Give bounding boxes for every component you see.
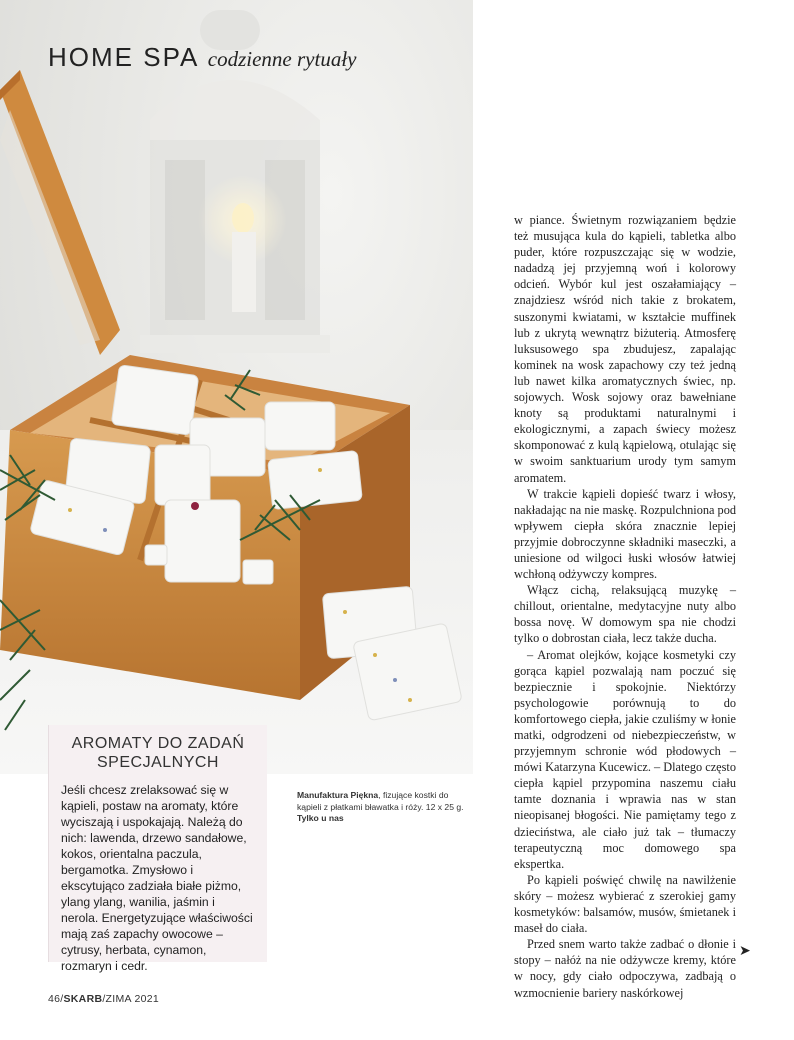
photo-illustration bbox=[0, 0, 473, 774]
caption-text: , fizujące kostki do kąpieli z płatkami bławatka i róży. 12 x 25 g. bbox=[297, 790, 464, 812]
sidebar-title bbox=[49, 734, 267, 772]
sidebar-title-line2: SPECJALNYCH bbox=[97, 754, 219, 771]
article-paragraph: w piance. Świetnym rozwiązaniem będzie też musująca kula do kąpieli, tabletka albo puder, które rozpuszczając się w wodzie, nadadzą jej przyjemną woń i kolorowy odcień. Wybór kul jest oszałamiający – znajdziesz wśród nich takie z brokatem, suszonymi kwiatami, w kształcie muffinek lub z ukrytą wewnątrz biżuterią. Atmosferę luksusowego spa zbudujesz, zapalając kominek na wosk zapachowy czy też jedną lub nawet kilka aromatycznych świec, np. sojowych. Wosk sojowy oraz bawełniane knoty są produktami naturalnymi i ekologicznymi, a zapach świecy możesz skomponować z kulą kąpielową, otulając się w swoim sanktuarium urody tym samym aromatem. bbox=[514, 213, 736, 485]
sidebar-body: Jeśli chcesz zrelaksować się w kąpieli, postaw na aromaty, które wyciszają i uspokajają. Należą do nich: lawenda, drzewo sandałowe, kokos, orientalna paczula, bergamotka. Zmysłowo i ekscytująco zadziała białe piżmo, ylang ylang, wanilia, jaśmin i nerola. Energetyzujące właściwości mają zaś zapachy owocowe – cytrusy, herbata, cynamon, rozmaryn i cedr. bbox=[61, 783, 253, 973]
article-paragraph: W trakcie kąpieli dopieść twarz i włosy, nakładając na nie maskę. Rozpulchniona pod wpływem ciepła skóra znacznie lepiej przyjmie dobroczynne składniki maseczki, a uniesione od wilgoci łuski włosów łatwiej wchłoną odżywczy kompres. bbox=[514, 486, 736, 582]
section-subtitle: codzienne rytuały bbox=[207, 47, 357, 71]
aroma-sidebar-box bbox=[48, 725, 267, 973]
bath-cubes-photo bbox=[0, 0, 473, 774]
footer-issue: /ZIMA 2021 bbox=[102, 993, 160, 1005]
article-paragraph: – Aromat olejków, kojące kosmetyki czy gorąca kąpiel pozwalają nam poczuć się bezpiecznie i spokojnie. Niektórzy psychologowie porównują to do komfortowego ciepła, jakie czuliśmy w łonie matki, odgrodzeni od niebezpieczeństw, w przyjemnym schronie wód płodowych – mówi Katarzyna Kucewicz. – Dlatego często ciepła kąpiel przypomina naszemu ciału tamte doznania i wprawia nas w stan nieopisanej błogości. Nie pamiętamy tego z dzieciństwa, ale ciało już tak – tłumaczy terapeutyczną moc domowego spa ekspertka. bbox=[514, 647, 736, 871]
sidebar-title-line1: AROMATY DO ZADAŃ bbox=[71, 735, 245, 752]
article-paragraph: Przed snem warto także zadbać o dłonie i stopy – nałóż na nie odżywcze kremy, które w nocy, gdy ciało odpoczywa, zadbają o wzmocnienie bariery naskórkowej bbox=[514, 937, 736, 1000]
section-title: HOME SPA bbox=[48, 42, 200, 72]
caption-brand: Manufaktura Piękna bbox=[297, 790, 379, 800]
footer-brand: SKARB bbox=[63, 993, 103, 1005]
page-footer bbox=[48, 993, 159, 1005]
article-body bbox=[514, 212, 736, 1001]
article-paragraph: Po kąpieli poświęć chwilę na nawilżenie skóry – możesz wybierać z szerokiej gamy kosmetyków: balsamów, musów, śmietanek i maseł do ciała. bbox=[514, 872, 736, 936]
continue-arrow-icon: ➤ bbox=[739, 942, 751, 958]
caption-availability: Tylko u nas bbox=[297, 813, 344, 823]
footer-page-number: 46/ bbox=[48, 993, 64, 1005]
article-paragraph: Włącz cichą, relaksującą muzykę – chillout, orientalne, medytacyjne nuty albo bossa novę. W domowym spa nie chodzi tylko o dobrostan ciała, lecz także ducha. bbox=[514, 583, 736, 646]
section-header bbox=[48, 42, 356, 73]
photo-caption bbox=[297, 790, 467, 825]
box-lid-icon bbox=[0, 70, 120, 355]
